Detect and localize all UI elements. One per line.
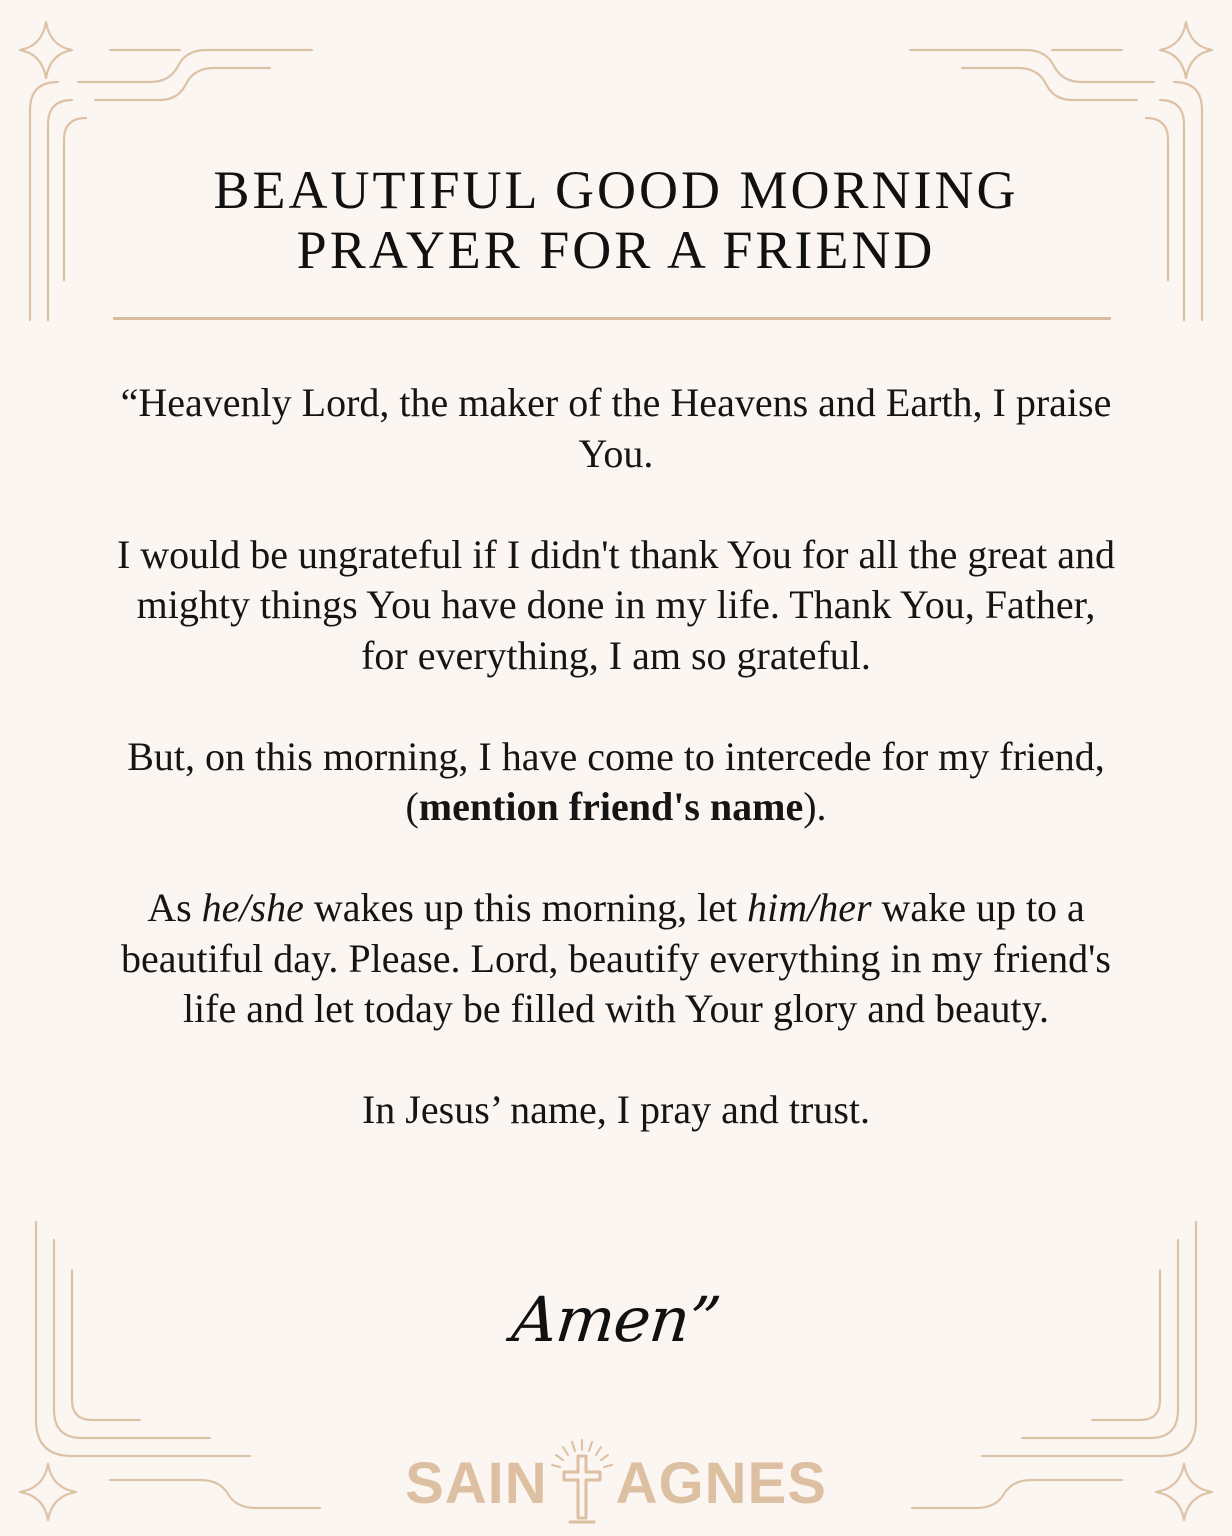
prayer-paragraph-2: I would be ungrateful if I didn't thank You for all the great and mighty things You have done in my life. Thank You, Father, for everything, I am so grateful. <box>116 531 1116 678</box>
prayer-paragraph-4-b: wakes up this morning, let <box>303 885 748 930</box>
page-title <box>116 160 1116 280</box>
cross-sunburst-icon <box>548 1438 616 1528</box>
logo-text-left: SAIN <box>405 1450 548 1516</box>
prayer-paragraph-3 <box>110 732 1122 833</box>
logo-text-right: AGNES <box>615 1450 827 1516</box>
friend-name-placeholder: mention friend's name <box>418 784 804 829</box>
prayer-paragraph-5: In Jesus’ name, I pray and trust. <box>361 1087 870 1132</box>
brand-logo <box>380 1438 852 1528</box>
prayer-paragraph-1: “Heavenly Lord, the maker of the Heavens and Earth, I praise You. <box>120 380 1112 476</box>
title-line-1: BEAUTIFUL GOOD MORNING <box>213 160 1019 220</box>
prayer-paragraph-3-end: ). <box>803 784 827 829</box>
pronoun-subject: he/she <box>201 885 304 930</box>
prayer-body <box>110 378 1122 1136</box>
prayer-paragraph-3-start: But, on this morning, I have come to intercede for my friend, ( <box>127 733 1105 829</box>
prayer-paragraph-4-a: As <box>147 885 202 930</box>
title-divider <box>113 317 1111 320</box>
pronoun-object: him/her <box>747 885 872 930</box>
closing-amen: Amen” <box>508 1283 724 1356</box>
title-line-2: PRAYER FOR A FRIEND <box>296 220 936 280</box>
prayer-paragraph-4-c: wake up to a beautiful day. Please. Lord, beautify everything in my friend's life and let today be filled with Your glory and beauty. <box>121 885 1111 1031</box>
prayer-paragraph-4 <box>110 883 1122 1035</box>
